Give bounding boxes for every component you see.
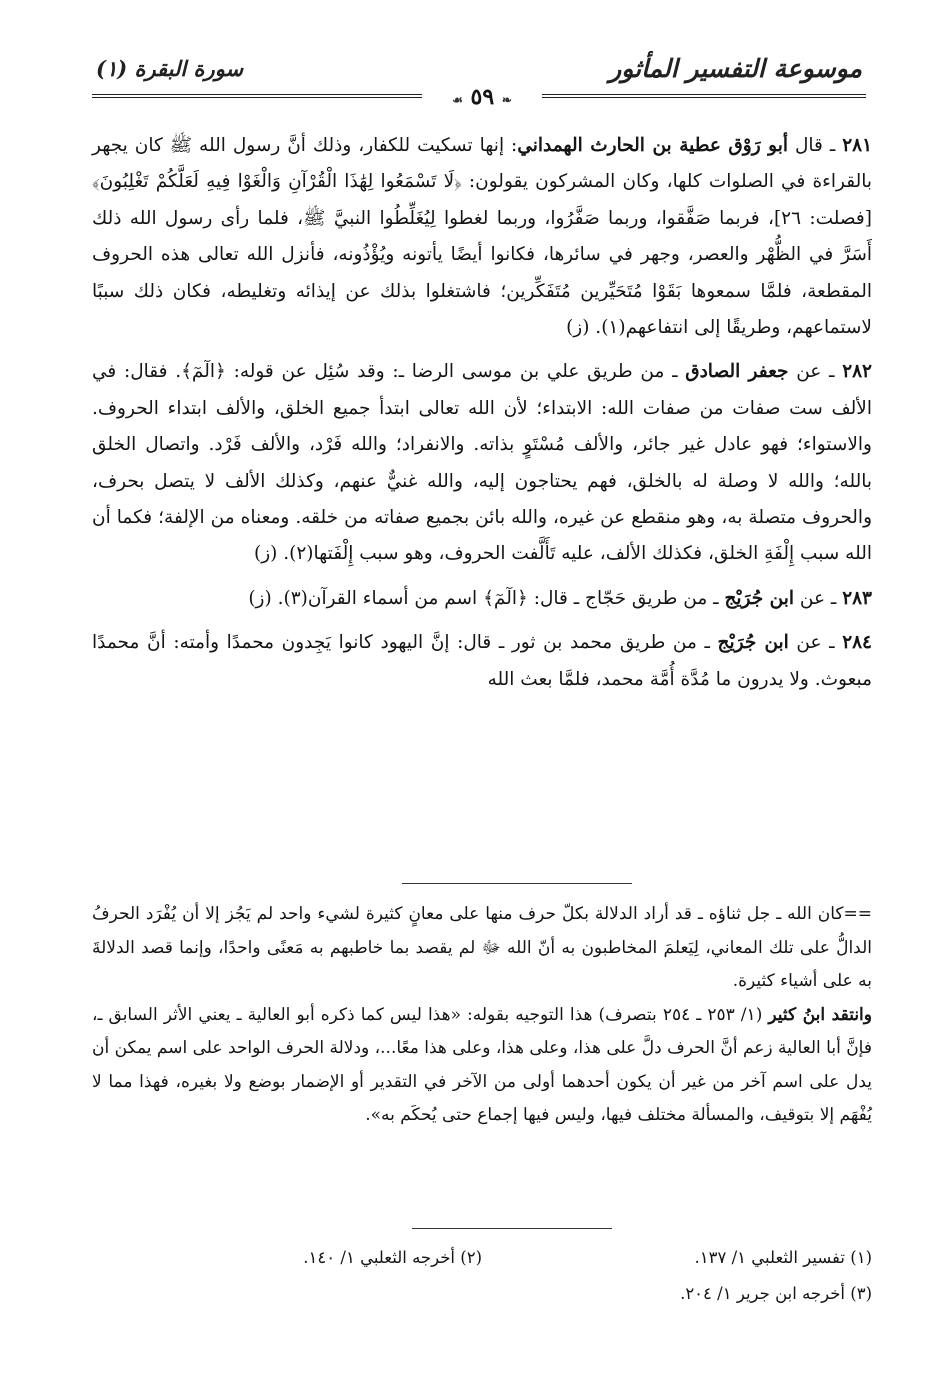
reference-2: (٢) أخرجه الثعلبي ١/ ١٤٠. (303, 1248, 482, 1267)
ornament-icon: ☙ (452, 93, 463, 107)
narrator-name: أبو رَوْق عطية بن الحارث الهمداني (517, 135, 788, 156)
narration-283 (92, 581, 872, 617)
narration-284 (92, 625, 872, 698)
reference-1: (١) تفسير الثعلبي ١/ ١٣٧. (694, 1248, 872, 1267)
page-number-block (422, 84, 542, 110)
references-row (92, 1276, 872, 1312)
narration-body: ـ من طريق محمد بن ثور ـ قال: إنَّ اليهود كانوا يَجِدون محمدًا وأمته: أنَّ محمدًا مبعوث. ولا يدرون ما مُدَّة أُمَّة محمد، فلمَّا بعث الله (92, 632, 872, 690)
main-text (92, 128, 872, 706)
footnote-separator (402, 883, 632, 884)
narrator-name: جعفر الصادق (685, 361, 789, 383)
footnotes (92, 898, 872, 1133)
narration-intro: ـ عن (794, 587, 843, 609)
ornament-icon: ❧ (501, 93, 512, 107)
narration-body: ـ من طريق حَجّاج ـ قال: ﴿الٓمٓ﴾ اسم من أسماء القرآن(٣). (ز) (248, 587, 725, 609)
page-number: ٥٩ (470, 84, 495, 110)
narrator-name: ابن جُرَيْج (717, 632, 789, 654)
narration-number: ٢٨٤ (842, 632, 872, 654)
narration-body: : إنها تسكيت للكفار، وذلك أنَّ رسول الله ﷺ كان يجهر بالقراءة في الصلوات كلها، وكان المشركون يقولون: ﴿لَا تَسْمَعُوا لِهَٰذَا الْقُرْآنِ وَالْغَوْا فِيهِ لَعَلَّكُمْ تَغْلِبُونَ﴾ [فصلت: ٢٦]، فربما صَفَّقوا، وربما صَفَّرُوا، وربما لغطوا لِيُغَلِّطُوا النبيَّ ﷺ، فلما رأى رسول الله ذلك أَسَرَّ في الظُّهْر والعصر، وجهر في سائرها، فكانوا أيضًا يأتونه ويُؤْذُونه، فأنزل الله تعالى هذه الحروف المقطعة، فلمَّا سمعوها بَقَوْا مُتَحَيِّرين مُتَفَكِّرين؛ فاشتغلوا بذلك عن إيذائه وتغليطه، فكان ذلك سببًا لاستماعهم، وطريقًا إلى انتفاعهم(١). (ز) (92, 135, 872, 339)
narration-number: ٢٨٢ (842, 361, 872, 383)
narration-intro: ـ عن (788, 361, 843, 383)
narration-intro: ـ قال (788, 135, 843, 156)
critic-name: وانتقد ابنُ كثير (768, 1004, 872, 1025)
reference-3: (٣) أخرجه ابن جرير ١/ ٢٠٤. (680, 1284, 872, 1303)
narration-intro: ـ عن (788, 632, 843, 654)
narration-body: ـ من طريق علي بن موسى الرضا ـ: وقد سُئِل عن قوله: ﴿الٓمٓ﴾. فقال: في الألف ست صفات من صفات الله: الابتداء؛ لأن الله تعالى ابتدأ جميع الخلق، والألف ابتداء الحروف. والاستواء؛ فهو عادل غير جائر، والألف مُسْتَوٍ بذاته. والانفراد؛ والله فَرْد، والألف فَرْد. واتصال الخلق بالله؛ والله لا وصلة له بالخلق، فهم يحتاجون إليه، والله غنيٌّ عنهم، وكذلك الألف لا يتصل بحرف، والحروف متصلة به، وهو منقطع عن غيره، والله بائن بجميع صفاته من خلقه. ومعناه من الإلفة؛ فكما أن الله سبب إِلْفَةِ الخلق، فكذلك الألف، عليه تَأَلَّفت الحروف، وهو سبب إِلْفَتها(٢). (ز) (92, 361, 872, 565)
footnote-critique (92, 999, 872, 1133)
references-row (92, 1240, 872, 1276)
narrator-name: ابن جُرَيْج (724, 587, 794, 609)
narration-281 (92, 128, 872, 346)
references (92, 1240, 872, 1312)
footnote-continuation: ==كان الله ـ جل ثناؤه ـ قد أراد الدلالة بكلّ حرف منها على معانٍ كثيرة لشيء واحد لم يَجُز إلا أن يُفْرَد الحرفُ الدالُّ على تلك المعاني، لِيَعلمَ المخاطبون به أنّ الله ﷻ لم يقصد بما خاطبهم به مَعنًى واحدًا، وإنما قصد الدلالةَ به على أشياء كثيرة. (92, 904, 872, 991)
narration-282 (92, 354, 872, 572)
references-separator (412, 1228, 612, 1229)
critique-body: (١/ ٢٥٣ ـ ٢٥٤ بتصرف) هذا التوجيه بقوله: «هذا ليس كما ذكره أبو العالية ـ يعني الأثر السابق ـ، فإنَّ أبا العالية زعم أنَّ الحرف دلَّ على هذا، وعلى هذا، وعلى هذا معًا...، ودلالة الحرف الواحد على اسم يمكن أن يدل على اسم آخر من غير أن يكون أحدهما أولى من الآخر في التقدير أو الإضمار بوضع ولا بغيره، فهذا مما لا يُفْهَم إلا بتوقيف، والمسألة مختلف فيها، وليس فيها إجماع حتى يُحكَم به». (92, 1004, 872, 1125)
surah-title: سورة البقرة (١) (96, 56, 244, 81)
page-header (92, 48, 866, 110)
narration-number: ٢٨١ (842, 135, 873, 156)
book-title: موسوعة التفسير المأثور (609, 54, 862, 83)
narration-number: ٢٨٣ (842, 587, 872, 609)
